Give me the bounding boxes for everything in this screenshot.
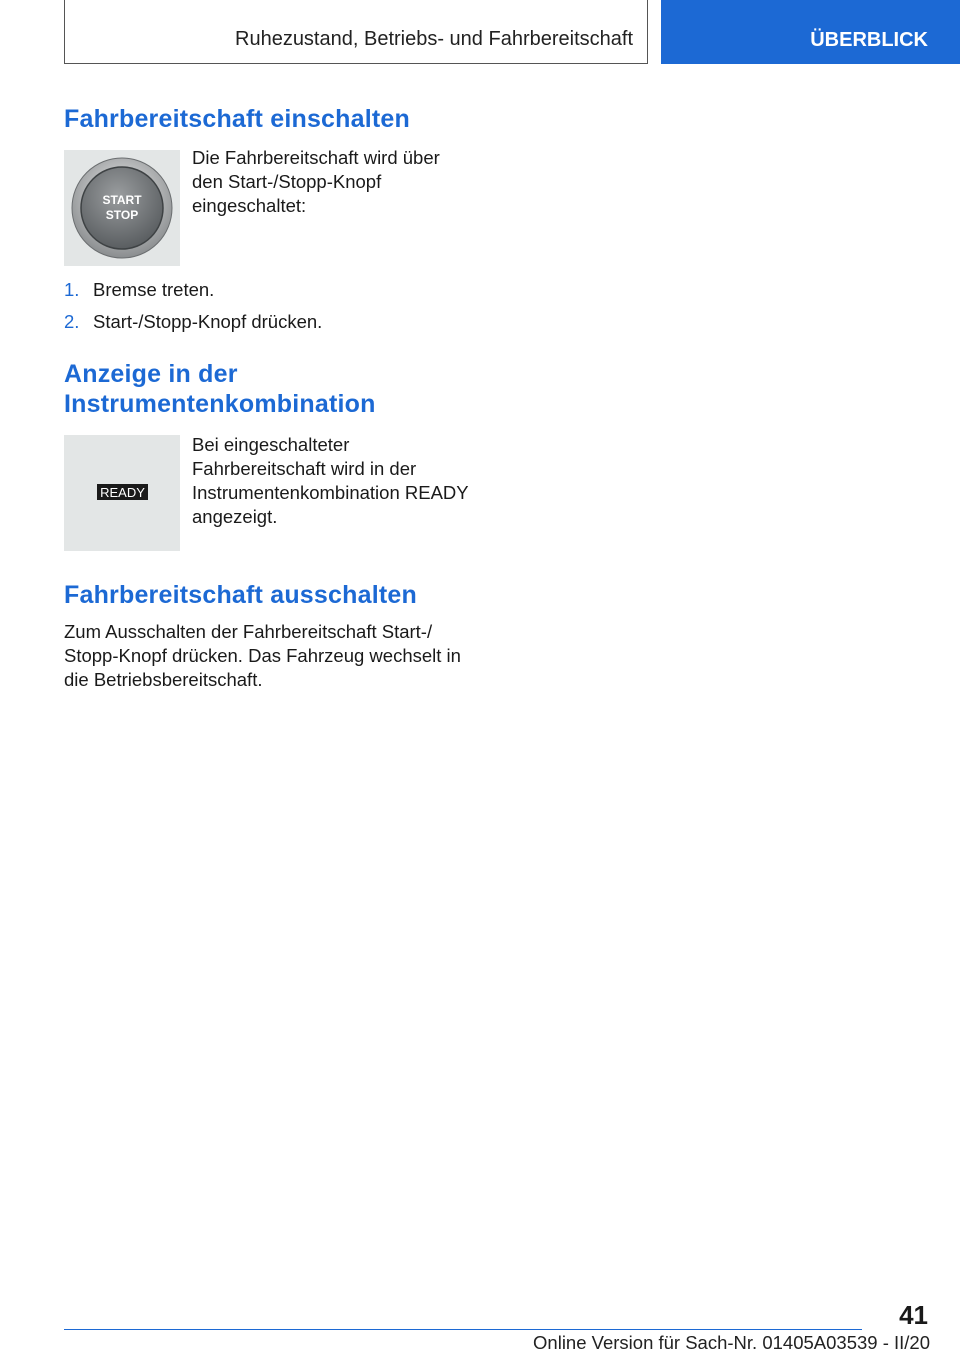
page-number: 41 — [899, 1300, 928, 1330]
ready-image — [64, 435, 180, 551]
step-text: Bremse treten. — [93, 279, 215, 300]
heading-fahrbereitschaft-ausschalten: Fahrbereitschaft ausschalten — [64, 581, 417, 609]
heading-anzeige-line2: Instrumentenkombination — [64, 390, 376, 418]
header-chapter-box — [64, 0, 648, 64]
list-item — [64, 278, 214, 302]
start-label: START — [102, 193, 142, 207]
einschalten-description: Die Fahrbereitschaft wird über den Start-/Stopp-Knopf eingeschaltet: — [192, 147, 440, 216]
heading-fahrbereitschaft-einschalten: Fahrbereitschaft einschalten — [64, 105, 410, 133]
ready-display-icon — [64, 435, 180, 551]
step-number: 1. — [64, 279, 80, 300]
stop-label: STOP — [105, 208, 139, 222]
start-stop-button-icon — [64, 150, 180, 266]
footer-version: Online Version für Sach-Nr. 01405A03539 - II/20 — [533, 1332, 930, 1353]
section-tab[interactable] — [661, 0, 960, 64]
chapter-title: Ruhezustand, Betriebs- und Fahrbereitschaft — [235, 28, 633, 50]
heading-anzeige-line1: Anzeige in der — [64, 360, 238, 388]
footer-divider — [64, 1329, 862, 1330]
ausschalten-description: Zum Ausschalten der Fahrbereitschaft Start-/ Stopp-Knopf drücken. Das Fahrzeug wechselt in die Betriebsbereitschaft. — [64, 621, 461, 690]
step-number: 2. — [64, 311, 80, 332]
list-item — [64, 310, 322, 334]
start-stop-image — [64, 150, 180, 266]
anzeige-description: Bei eingeschalteter Fahrbereitschaft wird in der Instrumentenkombination READY angezeigt. — [192, 434, 469, 527]
step-text: Start-/Stopp-Knopf drücken. — [93, 311, 323, 332]
ready-label: READY — [100, 485, 145, 500]
section-tab-label: ÜBERBLICK — [810, 29, 928, 51]
heading-anzeige — [64, 359, 376, 419]
